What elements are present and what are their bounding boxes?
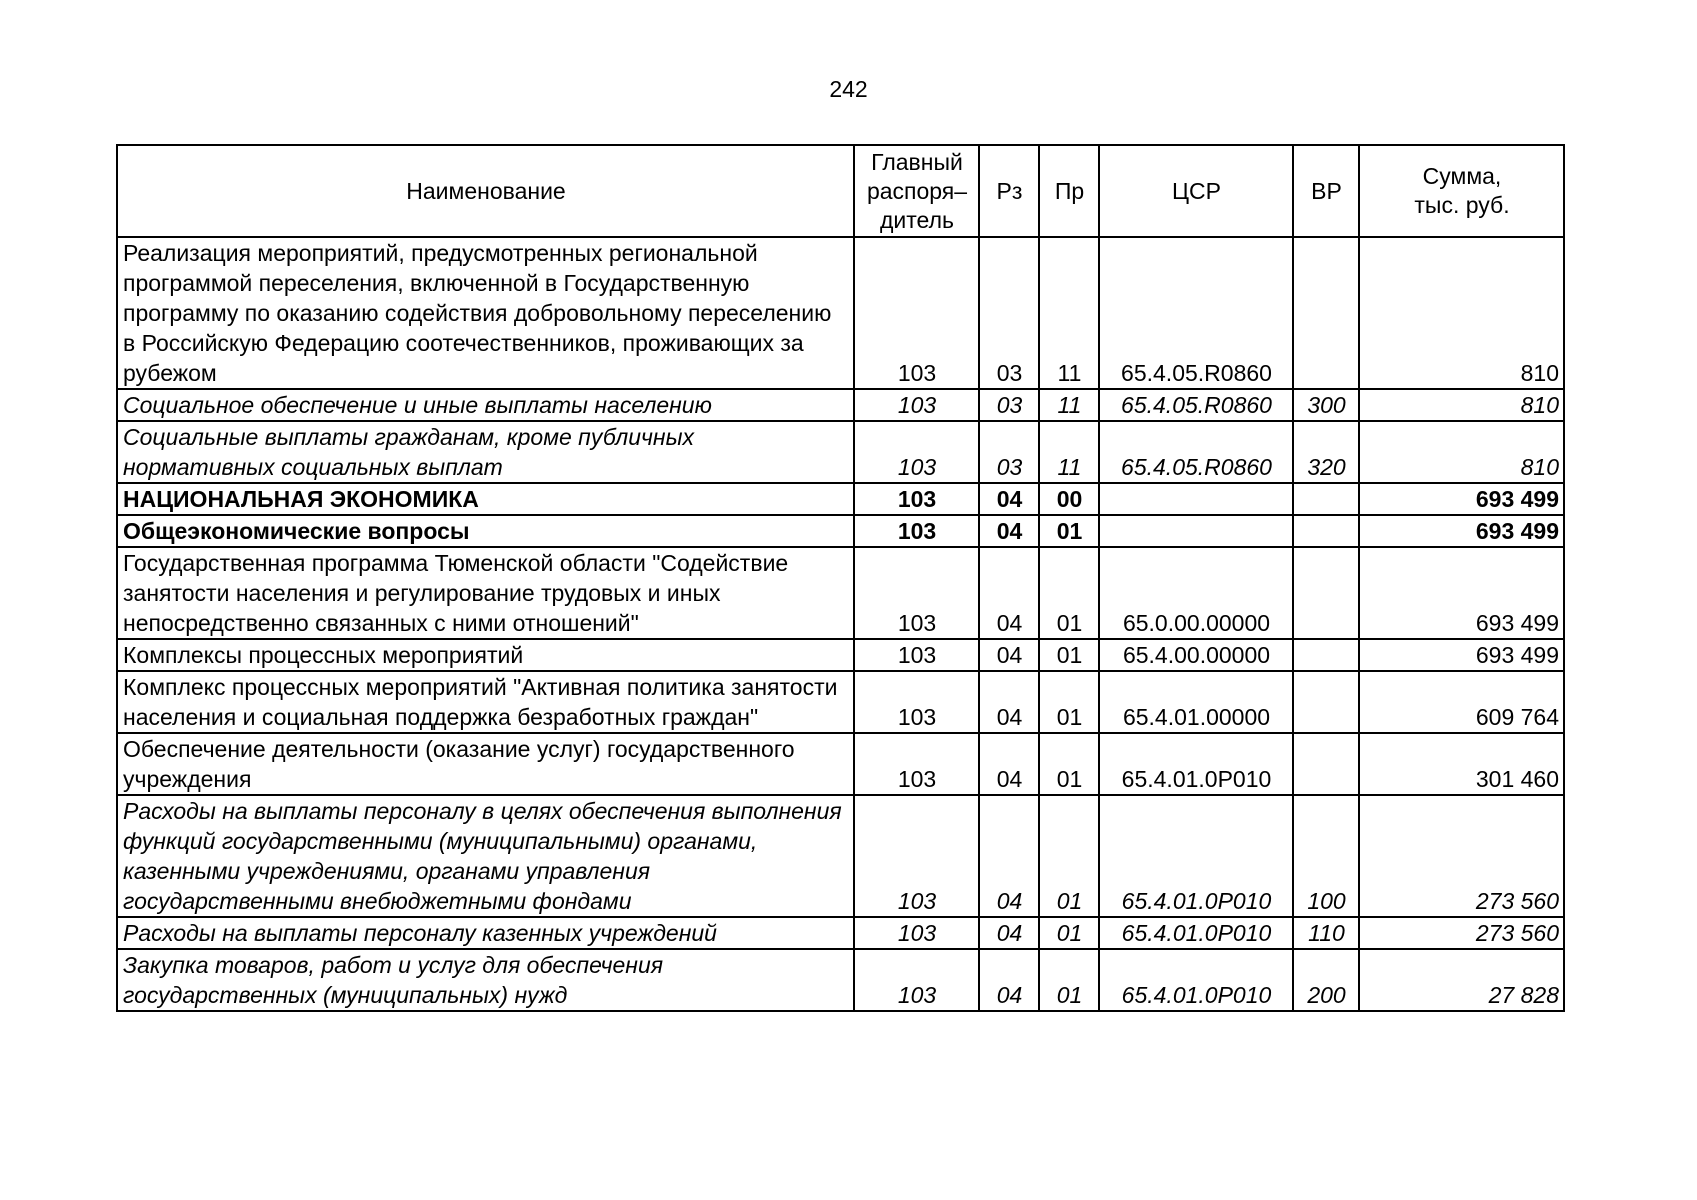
header-section: Рз — [979, 145, 1039, 237]
cell-main-manager: 103 — [854, 515, 979, 547]
cell-section: 03 — [979, 421, 1039, 483]
cell-main-manager: 103 — [854, 917, 979, 949]
header-amount: Сумма, тыс. руб. — [1359, 145, 1564, 237]
cell-name: Реализация мероприятий, предусмотренных региональной программой переселения, включенной в Государственную программу по оказанию содействия добровольному переселению в Российскую Федерацию соотечественников, проживающих за рубежом — [117, 237, 854, 389]
cell-amount: 27 828 — [1359, 949, 1564, 1011]
cell-amount: 609 764 — [1359, 671, 1564, 733]
cell-name: Комплексы процессных мероприятий — [117, 639, 854, 671]
cell-amount: 273 560 — [1359, 795, 1564, 917]
cell-main-manager: 103 — [854, 733, 979, 795]
cell-section: 04 — [979, 795, 1039, 917]
table-row — [117, 733, 1564, 795]
cell-main-manager: 103 — [854, 483, 979, 515]
cell-subsection: 11 — [1039, 389, 1099, 421]
cell-expense-type — [1293, 515, 1359, 547]
cell-target-item: 65.4.01.00000 — [1099, 671, 1293, 733]
cell-name: Расходы на выплаты персоналу в целях обеспечения выполнения функций государственными (муниципальными) органами, казенными учреждениями, органами управления государственными внебюджетными фондами — [117, 795, 854, 917]
cell-section: 04 — [979, 949, 1039, 1011]
cell-expense-type — [1293, 733, 1359, 795]
cell-main-manager: 103 — [854, 547, 979, 639]
cell-main-manager: 103 — [854, 389, 979, 421]
table-row — [117, 795, 1564, 917]
cell-subsection: 01 — [1039, 795, 1099, 917]
cell-subsection: 01 — [1039, 671, 1099, 733]
cell-target-item: 65.0.00.00000 — [1099, 547, 1293, 639]
cell-subsection: 01 — [1039, 515, 1099, 547]
header-name: Наименование — [117, 145, 854, 237]
cell-subsection: 01 — [1039, 547, 1099, 639]
budget-table — [116, 144, 1565, 1012]
cell-name: Общеэкономические вопросы — [117, 515, 854, 547]
cell-expense-type: 300 — [1293, 389, 1359, 421]
table-row — [117, 237, 1564, 389]
cell-expense-type: 200 — [1293, 949, 1359, 1011]
cell-amount: 810 — [1359, 421, 1564, 483]
table-row — [117, 917, 1564, 949]
cell-main-manager: 103 — [854, 949, 979, 1011]
cell-amount: 693 499 — [1359, 515, 1564, 547]
cell-amount: 693 499 — [1359, 483, 1564, 515]
cell-subsection: 00 — [1039, 483, 1099, 515]
cell-section: 04 — [979, 671, 1039, 733]
header-main-manager: Главный распоря– дитель — [854, 145, 979, 237]
cell-section: 04 — [979, 547, 1039, 639]
cell-amount: 810 — [1359, 237, 1564, 389]
cell-expense-type — [1293, 483, 1359, 515]
cell-target-item: 65.4.05.R0860 — [1099, 389, 1293, 421]
cell-amount: 693 499 — [1359, 547, 1564, 639]
table-row — [117, 515, 1564, 547]
cell-section: 04 — [979, 733, 1039, 795]
cell-name: Социальные выплаты гражданам, кроме публичных нормативных социальных выплат — [117, 421, 854, 483]
cell-name: Расходы на выплаты персоналу казенных учреждений — [117, 917, 854, 949]
table-row — [117, 639, 1564, 671]
table-row — [117, 389, 1564, 421]
cell-target-item: 65.4.01.0Р010 — [1099, 795, 1293, 917]
cell-target-item: 65.4.01.0Р010 — [1099, 949, 1293, 1011]
cell-subsection: 11 — [1039, 237, 1099, 389]
cell-target-item: 65.4.05.R0860 — [1099, 421, 1293, 483]
cell-section: 04 — [979, 483, 1039, 515]
cell-subsection: 11 — [1039, 421, 1099, 483]
cell-main-manager: 103 — [854, 237, 979, 389]
cell-expense-type — [1293, 547, 1359, 639]
cell-section: 03 — [979, 237, 1039, 389]
cell-subsection: 01 — [1039, 949, 1099, 1011]
header-expense-type: ВР — [1293, 145, 1359, 237]
cell-target-item: 65.4.01.0Р010 — [1099, 733, 1293, 795]
cell-target-item: 65.4.05.R0860 — [1099, 237, 1293, 389]
page-number: 242 — [829, 76, 868, 102]
cell-amount: 273 560 — [1359, 917, 1564, 949]
cell-section: 04 — [979, 917, 1039, 949]
cell-section: 04 — [979, 515, 1039, 547]
cell-name: Обеспечение деятельности (оказание услуг) государственного учреждения — [117, 733, 854, 795]
cell-main-manager: 103 — [854, 795, 979, 917]
cell-name: Комплекс процессных мероприятий "Активная политика занятости населения и социальная поддержка безработных граждан" — [117, 671, 854, 733]
cell-section: 04 — [979, 639, 1039, 671]
header-target-item: ЦСР — [1099, 145, 1293, 237]
cell-target-item — [1099, 515, 1293, 547]
cell-target-item — [1099, 483, 1293, 515]
cell-name: Государственная программа Тюменской области "Содействие занятости населения и регулирование трудовых и иных непосредственно связанных с ними отношений" — [117, 547, 854, 639]
cell-name: Закупка товаров, работ и услуг для обеспечения государственных (муниципальных) нужд — [117, 949, 854, 1011]
table-row — [117, 671, 1564, 733]
cell-main-manager: 103 — [854, 421, 979, 483]
cell-section: 03 — [979, 389, 1039, 421]
cell-main-manager: 103 — [854, 671, 979, 733]
cell-amount: 810 — [1359, 389, 1564, 421]
cell-target-item: 65.4.01.0Р010 — [1099, 917, 1293, 949]
table-row — [117, 483, 1564, 515]
table-body — [117, 237, 1564, 1011]
cell-name: НАЦИОНАЛЬНАЯ ЭКОНОМИКА — [117, 483, 854, 515]
table-header — [117, 145, 1564, 237]
cell-expense-type: 320 — [1293, 421, 1359, 483]
header-subsection: Пр — [1039, 145, 1099, 237]
cell-expense-type — [1293, 237, 1359, 389]
cell-subsection: 01 — [1039, 917, 1099, 949]
cell-amount: 301 460 — [1359, 733, 1564, 795]
cell-expense-type: 110 — [1293, 917, 1359, 949]
cell-subsection: 01 — [1039, 733, 1099, 795]
cell-name: Социальное обеспечение и иные выплаты населению — [117, 389, 854, 421]
table-row — [117, 949, 1564, 1011]
cell-expense-type — [1293, 671, 1359, 733]
table-row — [117, 547, 1564, 639]
cell-amount: 693 499 — [1359, 639, 1564, 671]
cell-expense-type: 100 — [1293, 795, 1359, 917]
cell-expense-type — [1293, 639, 1359, 671]
header-row — [117, 145, 1564, 237]
cell-target-item: 65.4.00.00000 — [1099, 639, 1293, 671]
table-row — [117, 421, 1564, 483]
cell-main-manager: 103 — [854, 639, 979, 671]
cell-subsection: 01 — [1039, 639, 1099, 671]
